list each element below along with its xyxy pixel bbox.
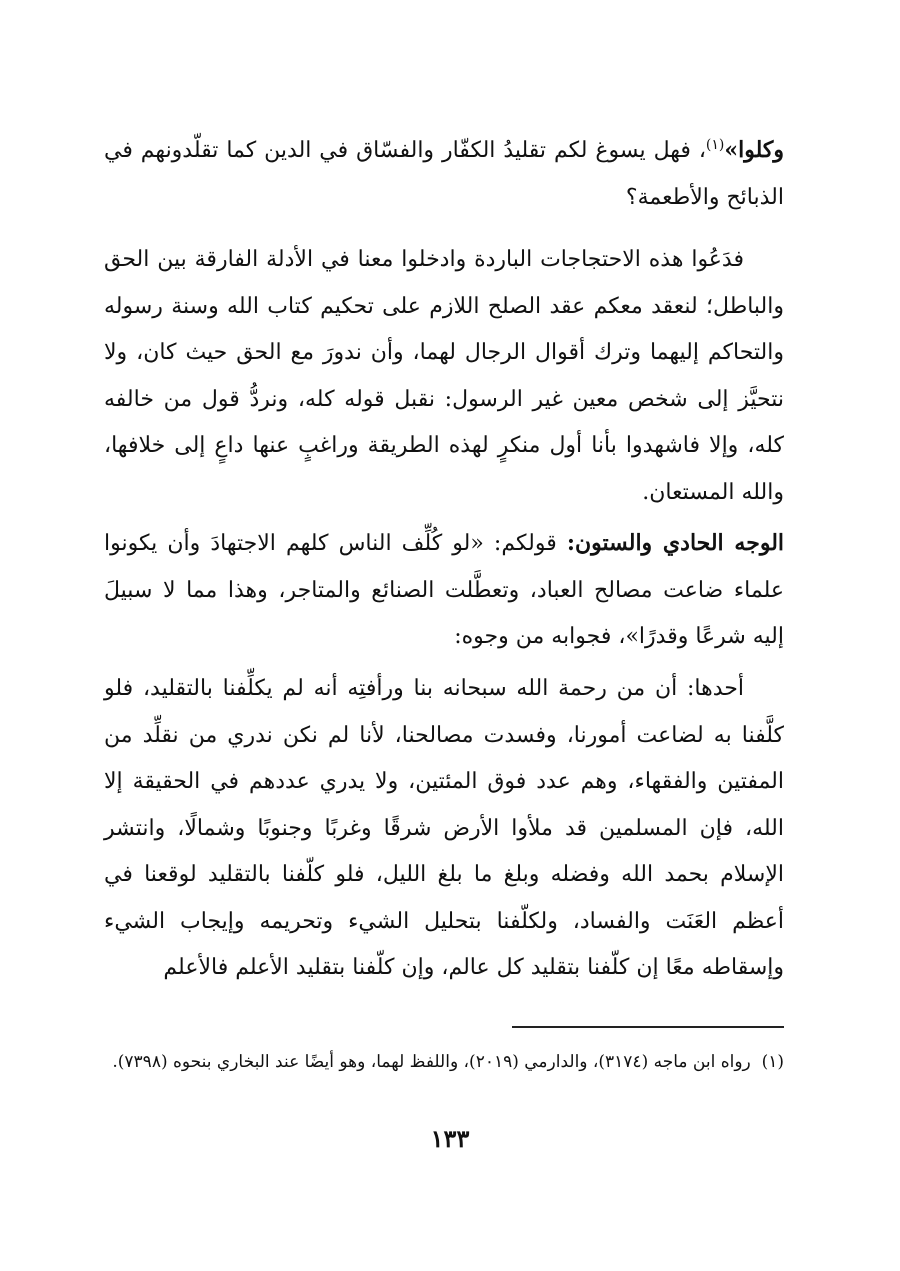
footnote-marker: (١)	[761, 1052, 784, 1072]
paragraph-3	[104, 520, 784, 661]
paragraph-1	[104, 122, 784, 221]
footnote-divider	[512, 1026, 784, 1028]
page-number: ١٣٣	[430, 1124, 470, 1153]
footnote-text: رواه ابن ماجه (٣١٧٤)، والدارمي (٢٠١٩)، واللفظ لهما، وهو أيضًا عند البخاري بنحوه (٧٣٩٨).	[112, 1052, 751, 1072]
footnote-reference: (١)	[705, 137, 725, 153]
paragraph-3-text: قولكم: «لو كُلِّف الناس كلهم الاجتهادَ وأن يكونوا علماء ضاعت مصالح العباد، وتعطَّلت الصنائع والمتاجر، وهذا مما لا سبيلَ إليه شرعًا وقدرًا»، فجوابه من وجوه:	[104, 531, 784, 649]
paragraph-1-lead: وكلوا»	[724, 137, 784, 163]
paragraph-1-text: ، فهل يسوغ لكم تقليدُ الكفّار والفسّاق في الدين كما تقلّدونهم في الذبائح والأطعمة؟	[104, 138, 784, 210]
paragraph-4	[104, 666, 784, 992]
paragraph-2	[104, 237, 784, 516]
footnote	[104, 1046, 784, 1079]
section-heading: الوجه الحادي والستون:	[566, 530, 785, 556]
paragraph-2-text: فدَعُوا هذه الاحتجاجات الباردة وادخلوا معنا في الأدلة الفارقة بين الحق والباطل؛ لنعقد معكم عقد الصلح اللازم على تحكيم كتاب الله وسنة رسوله والتحاكم إليهما وترك أقوال الرجال لهما، وأن ندورَ مع الحق حيث كان، ولا نتحيَّز إلى شخص معين غير الرسول: نقبل قوله كله، ونردُّ قول من خالفه كله، وإلا فاشهدوا بأنا أول منكرٍ لهذه الطريقة وراغبٍ عنها داعٍ إلى خلافها، والله المستعان.	[104, 247, 784, 505]
paragraph-4-text: أحدها: أن من رحمة الله سبحانه بنا ورأفتِه أنه لم يكلِّفنا بالتقليد، فلو كلَّفنا به لضاعت أمورنا، وفسدت مصالحنا، لأنا لم نكن ندري من نقلِّد من المفتين والفقهاء، وهم عدد فوق المئتين، ولا يدري عددهم في الحقيقة إلا الله، فإن المسلمين قد ملأوا الأرض شرقًا وغربًا وجنوبًا وشمالًا، وانتشر الإسلام بحمد الله وفضله وبلغ ما بلغ الليل، فلو كلّفنا بالتقليد لوقعنا في أعظم العَنَت والفساد، ولكلّفنا بتحليل الشيء وتحريمه وإيجاب الشيء وإسقاطه معًا إن كلّفنا بتقليد كل عالم، وإن كلّفنا بتقليد الأعلم فالأعلم	[104, 676, 784, 980]
